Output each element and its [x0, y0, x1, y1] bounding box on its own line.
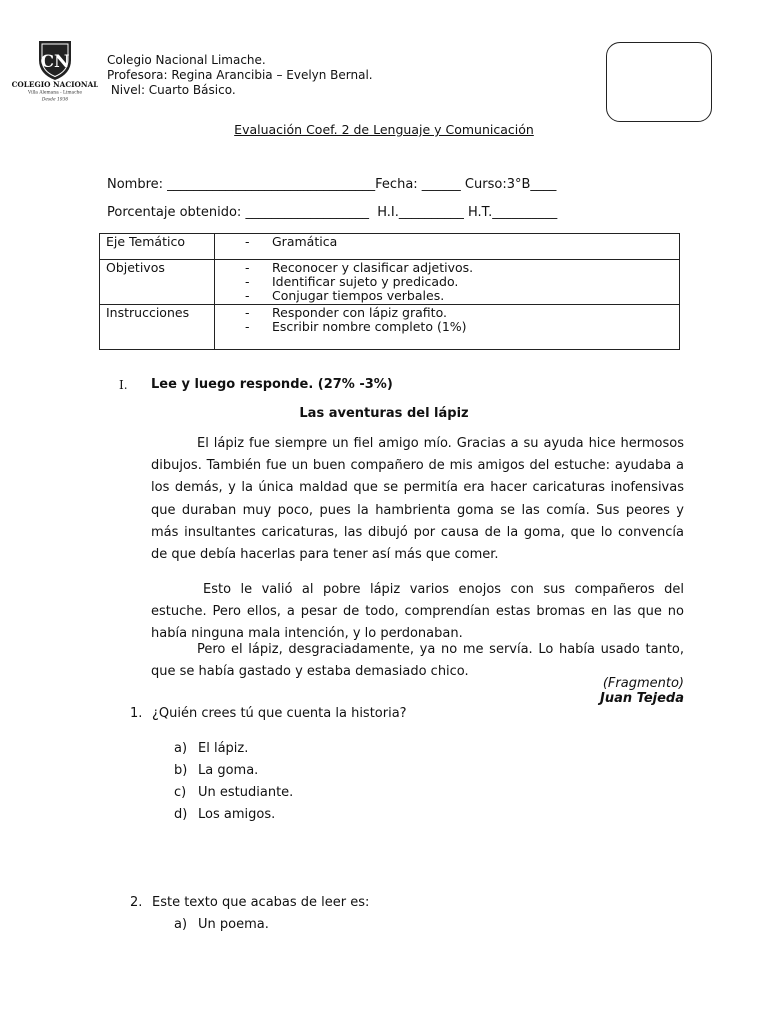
school-crest-icon — [12, 38, 98, 104]
story-paragraph: Esto le valió al pobre lápiz varios enojos con sus compañeros del estuche. Pero ellos, a pesar de todo, comprendían estas bromas en las que no había ninguna mala intención, y lo perdonaban. — [151, 582, 684, 642]
section-number: I. — [119, 378, 128, 392]
student-info-line: Nombre: ________________________________Fecha: ______ Curso:3°B____ — [107, 177, 557, 192]
question-2 — [130, 895, 369, 910]
answer-option — [174, 917, 269, 932]
question-1 — [130, 706, 407, 721]
table-row — [100, 260, 680, 305]
school-name: Colegio Nacional Limache. — [107, 53, 266, 67]
svg-text:Desde 1936: Desde 1936 — [41, 97, 69, 103]
answer-option — [174, 807, 275, 822]
fragment-label: (Fragmento) — [602, 676, 684, 691]
svg-text:CN: CN — [40, 52, 70, 72]
info-table — [99, 233, 680, 350]
option-text: El lápiz. — [198, 741, 249, 756]
teachers-line: Profesora: Regina Arancibia – Evelyn Bernal. — [107, 68, 373, 82]
option-letter: a) — [174, 917, 188, 932]
list-item: - Responder con lápiz grafito. — [245, 306, 673, 320]
option-text: Un estudiante. — [198, 785, 294, 800]
list-item: - Escribir nombre completo (1%) — [245, 320, 673, 334]
row-items — [221, 261, 673, 303]
svg-text:COLEGIO NACIONAL: COLEGIO NACIONAL — [12, 80, 98, 89]
question-text: Este texto que acabas de leer es: — [152, 895, 370, 910]
list-item: - Gramática — [245, 235, 673, 249]
page-title: Evaluación Coef. 2 de Lenguaje y Comunicación — [234, 122, 534, 137]
option-letter: c) — [174, 785, 187, 800]
row-label: Eje Temático — [100, 234, 215, 260]
story-paragraph: El lápiz fue siempre un fiel amigo mío. Gracias a su ayuda hice hermosos dibujos. También fue un buen compañero de mis amigos del estuche: ayudaba a los demás, y la única maldad que se permitía era hacer caricaturas inofensivas que duraban muy poco, pues la hambrienta goma se las comía. Sus peores y más insultantes caricaturas, las dibujó por causa de la goma, que lo convencía de que debía hacerlas para tener así más que comer. — [151, 436, 684, 563]
answer-option — [174, 741, 248, 756]
row-items — [221, 235, 673, 249]
option-text: Los amigos. — [198, 807, 276, 822]
row-label: Objetivos — [100, 260, 215, 305]
level-line: Nivel: Cuarto Básico. — [107, 83, 236, 97]
option-letter: a) — [174, 741, 188, 756]
school-header — [107, 53, 373, 98]
row-label: Instrucciones — [100, 305, 215, 350]
story-credit — [600, 676, 684, 706]
score-info-line: Porcentaje obtenido: ___________________ H.I.__________ H.T.__________ — [107, 205, 558, 220]
story-paragraph: Pero el lápiz, desgraciadamente, ya no me servía. Lo había usado tanto, que se había gastado y estaba demasiado chico. — [151, 642, 684, 679]
grade-box — [606, 42, 712, 122]
list-item: - Reconocer y clasificar adjetivos. — [245, 261, 673, 275]
table-row — [100, 234, 680, 260]
question-number: 1. — [130, 706, 143, 721]
svg-text:Villa Alemana - Limache: Villa Alemana - Limache — [28, 90, 82, 96]
story-title: Las aventuras del lápiz — [299, 406, 469, 421]
answer-option — [174, 785, 293, 800]
list-item: - Conjugar tiempos verbales. — [245, 289, 673, 303]
question-text: ¿Quién crees tú que cuenta la historia? — [152, 706, 407, 721]
story-author: Juan Tejeda — [599, 691, 684, 706]
option-text: Un poema. — [198, 917, 269, 932]
table-row — [100, 305, 680, 350]
option-letter: d) — [174, 807, 188, 822]
answer-option — [174, 763, 258, 778]
list-item: - Identificar sujeto y predicado. — [245, 275, 673, 289]
school-logo — [12, 38, 98, 104]
question-number: 2. — [130, 895, 143, 910]
option-letter: b) — [174, 763, 188, 778]
section-title: Lee y luego responde. (27% -3%) — [151, 377, 393, 392]
option-text: La goma. — [198, 763, 259, 778]
row-items — [221, 306, 673, 334]
